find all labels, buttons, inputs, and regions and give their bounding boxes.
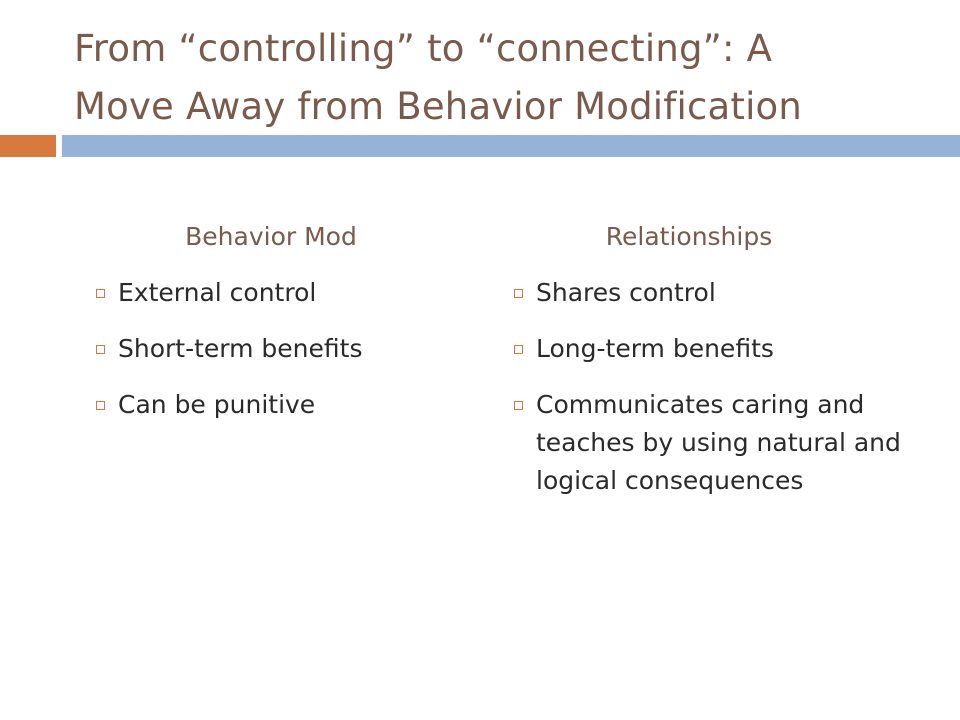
list-item xyxy=(514,274,914,312)
column-heading-relationships: Relationships xyxy=(605,222,773,251)
list-item xyxy=(514,330,914,368)
square-bullet-icon xyxy=(96,401,105,410)
slide-title-line-2: Move Away from Behavior Modification xyxy=(74,85,803,128)
square-bullet-icon xyxy=(514,289,523,298)
list-item xyxy=(514,386,914,500)
behavior-mod-list xyxy=(96,274,456,424)
column-heading-behavior-mod: Behavior Mod xyxy=(185,222,357,251)
list-item-text: Can be punitive xyxy=(118,390,316,419)
relationships-list xyxy=(514,274,914,500)
square-bullet-icon xyxy=(514,345,523,354)
list-item xyxy=(96,386,456,424)
list-item xyxy=(96,274,456,312)
list-item-text: External control xyxy=(118,278,317,307)
list-item-text: Communicates caring and teaches by using natural and logical consequences xyxy=(536,390,901,495)
slide-title xyxy=(74,20,944,136)
list-item-text: Long-term benefits xyxy=(536,334,774,363)
accent-bar-blue xyxy=(62,135,960,157)
list-item xyxy=(96,330,456,368)
list-item-text: Short-term benefits xyxy=(118,334,363,363)
slide-title-line-1: From “controlling” to “connecting”: A xyxy=(74,27,773,70)
relationships-column xyxy=(514,218,914,518)
list-item-text: Shares control xyxy=(536,278,716,307)
square-bullet-icon xyxy=(514,401,523,410)
square-bullet-icon xyxy=(96,345,105,354)
square-bullet-icon xyxy=(96,289,105,298)
accent-bar-orange xyxy=(0,135,56,157)
behavior-mod-column xyxy=(96,218,456,442)
